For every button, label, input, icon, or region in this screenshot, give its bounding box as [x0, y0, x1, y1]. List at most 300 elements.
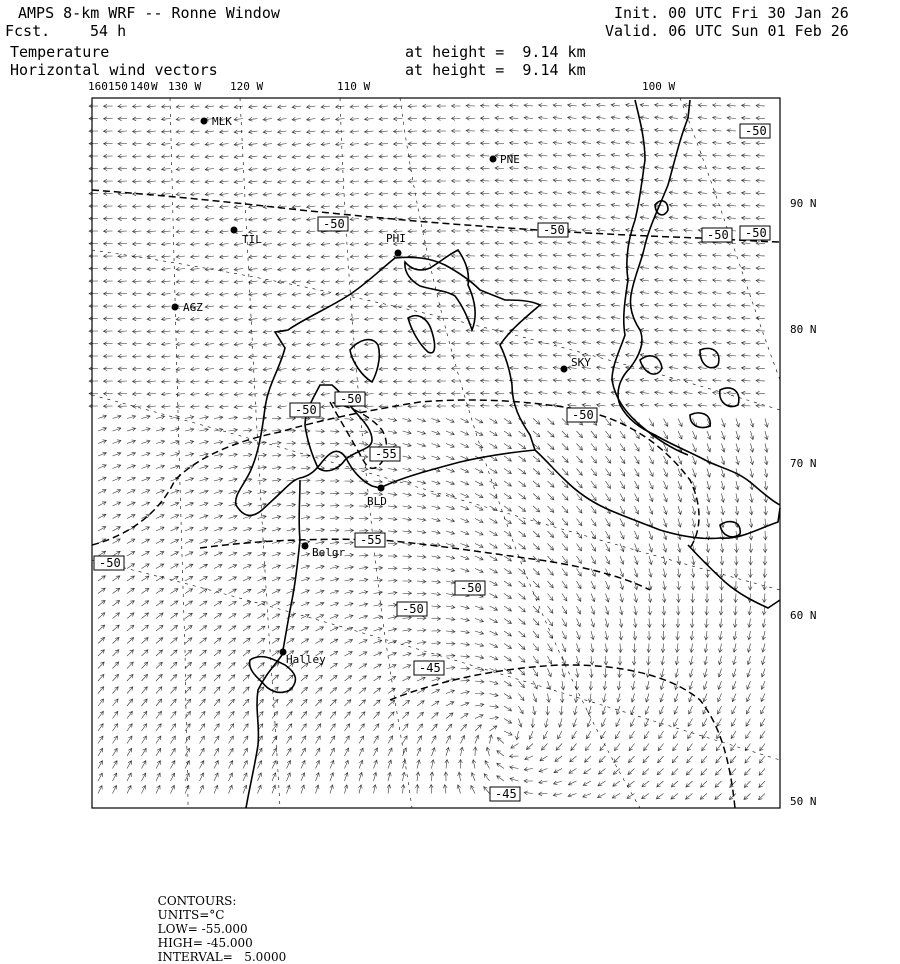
- wind-vector: [185, 638, 192, 644]
- wind-vector: [749, 519, 753, 528]
- wind-vector: [359, 442, 368, 446]
- wind-vector: [98, 613, 105, 619]
- wind-vector: [611, 266, 620, 270]
- wind-vector: [524, 241, 533, 245]
- wind-vector: [649, 419, 654, 427]
- wind-vector: [321, 392, 330, 396]
- wind-vector: [142, 748, 147, 756]
- wind-vector: [162, 292, 171, 296]
- wind-vector: [742, 104, 751, 108]
- wind-vector: [750, 456, 754, 465]
- wind-vector: [750, 431, 754, 440]
- wind-vector: [185, 539, 193, 543]
- wind-vector: [504, 731, 512, 735]
- wind-vector: [330, 578, 339, 582]
- wind-vector: [432, 531, 441, 535]
- wind-vector: [321, 205, 330, 209]
- wind-vector: [490, 519, 498, 524]
- wind-vector: [553, 378, 562, 382]
- wind-vector: [635, 431, 640, 439]
- wind-vector: [379, 342, 388, 346]
- wind-vector: [432, 617, 441, 621]
- wind-vector: [220, 317, 229, 321]
- wind-vector: [214, 503, 223, 507]
- wind-vector: [316, 687, 323, 693]
- wind-vector: [133, 329, 142, 333]
- wind-vector: [336, 142, 345, 146]
- wind-vector: [457, 785, 461, 794]
- wind-vector: [669, 128, 678, 132]
- wind-vector: [423, 104, 432, 108]
- wind-vector: [611, 403, 620, 407]
- wind-vector: [350, 205, 359, 209]
- wind-vector: [272, 416, 281, 420]
- wind-vector: [147, 392, 156, 396]
- wind-vector: [727, 291, 736, 295]
- wind-vector: [263, 180, 272, 184]
- wind-vector: [243, 453, 252, 457]
- wind-vector: [423, 367, 432, 371]
- wind-vector: [243, 748, 248, 756]
- wind-vector: [660, 681, 664, 690]
- wind-vector: [497, 738, 504, 744]
- wind-vector: [365, 167, 374, 171]
- wind-vector: [243, 503, 252, 507]
- wind-vector: [359, 578, 368, 582]
- wind-vector: [292, 155, 301, 159]
- wind-vector: [278, 392, 287, 396]
- wind-vector: [690, 656, 694, 665]
- wind-vector: [374, 628, 383, 632]
- wind-vector: [713, 179, 722, 183]
- lon-label: 120 W: [230, 80, 264, 93]
- wind-vector: [243, 589, 251, 593]
- wind-vector: [162, 117, 171, 121]
- wind-vector: [287, 785, 291, 793]
- wind-vector: [162, 267, 171, 271]
- wind-vector: [519, 631, 526, 637]
- wind-vector: [611, 291, 620, 295]
- wind-vector: [272, 454, 281, 458]
- wind-vector: [394, 392, 403, 396]
- wind-vector: [446, 593, 455, 597]
- wind-vector: [576, 656, 580, 665]
- wind-vector: [430, 772, 434, 781]
- wind-vector: [693, 469, 697, 478]
- wind-vector: [649, 506, 653, 514]
- wind-vector: [539, 391, 548, 395]
- wind-vector: [98, 477, 106, 481]
- wind-vector: [432, 555, 441, 559]
- svg-text:PNE: PNE: [500, 153, 520, 166]
- wind-vector: [497, 751, 504, 756]
- wind-vector: [658, 756, 664, 763]
- wind-vector: [191, 317, 200, 321]
- wind-vector: [113, 539, 121, 544]
- wind-vector: [590, 656, 594, 665]
- wind-vector: [176, 267, 185, 271]
- wind-vector: [171, 687, 177, 694]
- wind-vector: [162, 205, 171, 209]
- wind-vector: [490, 456, 498, 461]
- wind-vector: [301, 699, 307, 706]
- wind-vector: [417, 736, 422, 744]
- wind-vector: [330, 615, 338, 619]
- wind-vector: [539, 166, 548, 170]
- wind-vector: [365, 155, 374, 159]
- wind-vector: [606, 556, 610, 564]
- wind-vector: [706, 506, 710, 515]
- wind-vector: [713, 204, 722, 208]
- wind-vector: [98, 502, 106, 506]
- wind-vector: [272, 724, 277, 731]
- wind-vector: [606, 469, 611, 476]
- height-temperature: at height = 9.14 km: [405, 43, 586, 61]
- wind-vector: [316, 700, 322, 707]
- wind-vector: [461, 506, 469, 510]
- wind-vector: [452, 367, 461, 371]
- wind-vector: [330, 602, 339, 606]
- wind-vector: [191, 217, 200, 221]
- wind-vector: [485, 761, 489, 769]
- wind-vector: [582, 278, 591, 282]
- wind-vector: [742, 216, 751, 220]
- wind-vector: [388, 700, 395, 706]
- wind-vector: [104, 129, 113, 133]
- wind-vector: [171, 527, 179, 531]
- wind-vector: [307, 342, 316, 346]
- wind-vector: [495, 104, 504, 108]
- wind-vector: [417, 653, 426, 657]
- wind-vector: [205, 342, 214, 346]
- wind-vector: [104, 117, 113, 121]
- wind-vector: [307, 105, 316, 109]
- wind-vector: [742, 266, 751, 270]
- wind-vector: [756, 204, 765, 208]
- wind-vector: [466, 354, 475, 358]
- wind-vector: [452, 304, 461, 308]
- wind-vector: [659, 731, 664, 739]
- wind-vector: [759, 794, 766, 800]
- wind-vector: [171, 613, 178, 618]
- wind-vector: [452, 142, 461, 146]
- wind-vector: [735, 481, 739, 490]
- wind-vector: [495, 166, 504, 170]
- wind-vector: [446, 543, 455, 547]
- wind-vector: [548, 481, 555, 487]
- wind-vector: [620, 544, 624, 552]
- wind-vector: [374, 664, 382, 668]
- wind-vector: [374, 736, 379, 744]
- wind-vector: [545, 719, 549, 728]
- wind-vector: [702, 744, 707, 751]
- wind-vector: [719, 606, 723, 615]
- wind-vector: [359, 615, 368, 619]
- wind-vector: [205, 305, 214, 309]
- wind-vector: [89, 204, 98, 208]
- wind-vector: [585, 756, 592, 762]
- wind-vector: [118, 342, 127, 346]
- wind-vector: [292, 217, 301, 221]
- wind-vector: [524, 379, 533, 383]
- wind-vector: [562, 619, 566, 627]
- wind-vector: [417, 677, 425, 681]
- wind-vector: [417, 530, 426, 534]
- wind-vector: [691, 606, 695, 615]
- wind-vector: [466, 204, 475, 208]
- wind-vector: [452, 342, 461, 346]
- wind-vector: [200, 638, 207, 644]
- wind-vector: [133, 129, 142, 133]
- wind-vector: [258, 453, 267, 457]
- wind-vector: [243, 428, 252, 432]
- wind-vector: [678, 419, 682, 427]
- wind-vector: [591, 544, 596, 552]
- wind-vector: [684, 378, 693, 382]
- wind-vector: [663, 544, 667, 553]
- wind-vector: [263, 230, 272, 234]
- wind-vector: [402, 760, 406, 769]
- wind-vector: [176, 117, 185, 121]
- wind-vector: [731, 731, 736, 739]
- wind-vector: [466, 254, 475, 258]
- wind-vector: [249, 192, 258, 196]
- wind-vector: [365, 192, 374, 196]
- wind-vector: [484, 787, 490, 794]
- wind-vector: [176, 330, 185, 334]
- wind-vector: [756, 354, 765, 358]
- wind-vector: [292, 130, 301, 134]
- wind-vector: [747, 644, 751, 653]
- wind-vector: [490, 644, 498, 648]
- wind-vector: [707, 444, 711, 452]
- wind-vector: [205, 317, 214, 321]
- wind-vector: [524, 179, 533, 183]
- wind-vector: [156, 527, 164, 531]
- wind-vector: [403, 455, 412, 459]
- contour-label: [567, 408, 597, 422]
- wind-vector: [200, 699, 206, 706]
- wind-vector: [113, 687, 119, 694]
- wind-vector: [727, 329, 736, 333]
- wind-vector: [417, 689, 425, 694]
- inlet-north: [405, 250, 475, 330]
- wind-vector: [316, 454, 325, 458]
- wind-vector: [618, 656, 622, 665]
- wind-vector: [504, 619, 512, 624]
- wind-vector: [562, 506, 568, 513]
- wind-vector: [742, 254, 751, 258]
- wind-vector: [336, 292, 345, 296]
- wind-vector: [388, 712, 394, 719]
- wind-vector: [490, 681, 499, 685]
- wind-vector: [732, 706, 736, 714]
- wind-vector: [553, 153, 562, 157]
- wind-vector: [466, 366, 475, 370]
- wind-vector: [258, 663, 265, 669]
- wind-vector: [417, 724, 423, 731]
- wind-vector: [374, 615, 383, 619]
- wind-vector: [742, 366, 751, 370]
- wind-vector: [519, 456, 526, 461]
- wind-vector: [490, 431, 498, 436]
- wind-vector: [484, 774, 489, 781]
- wind-vector: [156, 428, 165, 432]
- wind-vector: [243, 724, 248, 731]
- wind-vector: [661, 656, 665, 665]
- wind-vector: [272, 675, 279, 681]
- wind-vector: [659, 719, 663, 727]
- wind-vector: [301, 724, 306, 731]
- wind-vector: [756, 391, 765, 395]
- wind-vector: [162, 230, 171, 234]
- wind-vector: [379, 180, 388, 184]
- wind-vector: [721, 444, 725, 453]
- wind-vector: [742, 341, 751, 345]
- wind-vector: [214, 552, 222, 556]
- wind-vector: [481, 354, 490, 358]
- wind-vector: [664, 481, 668, 489]
- wind-vector: [518, 719, 522, 728]
- wind-vector: [539, 191, 548, 195]
- wind-vector: [649, 481, 653, 489]
- wind-vector: [452, 279, 461, 283]
- wind-vector: [176, 255, 185, 259]
- wind-vector: [437, 404, 446, 408]
- wind-vector: [156, 415, 165, 419]
- wind-vector: [562, 569, 567, 576]
- wind-vector: [432, 419, 440, 423]
- wind-vector: [191, 142, 200, 146]
- wind-vector: [229, 724, 234, 731]
- wind-vector: [89, 279, 98, 283]
- wind-vector: [113, 514, 121, 518]
- wind-vector: [365, 317, 374, 321]
- wind-vector: [307, 380, 316, 384]
- wind-vector: [562, 656, 566, 665]
- wind-vector: [461, 691, 470, 695]
- wind-vector: [263, 117, 272, 121]
- wind-vector: [292, 330, 301, 334]
- wind-vector: [127, 490, 135, 494]
- wind-vector: [321, 367, 330, 371]
- wind-vector: [461, 456, 469, 460]
- wind-vector: [330, 516, 339, 520]
- wind-vector: [278, 280, 287, 284]
- wind-vector: [720, 569, 724, 578]
- wind-vector: [104, 192, 113, 196]
- wind-vector: [98, 736, 103, 744]
- wind-vector: [417, 493, 426, 497]
- wind-vector: [676, 606, 680, 615]
- wind-vector: [684, 303, 693, 307]
- wind-vector: [394, 142, 403, 146]
- wind-vector: [316, 675, 323, 681]
- wind-vector: [461, 469, 469, 473]
- wind-vector: [691, 581, 695, 590]
- wind-vector: [432, 431, 440, 435]
- wind-vector: [365, 242, 374, 246]
- wind-vector: [162, 167, 171, 171]
- wind-vector: [706, 519, 710, 528]
- wind-vector: [394, 379, 403, 383]
- wind-vector: [749, 569, 753, 578]
- wind-vector: [278, 130, 287, 134]
- wind-vector: [113, 650, 119, 656]
- wind-vector: [133, 367, 142, 371]
- wind-vector: [533, 419, 540, 425]
- wind-vector: [633, 644, 637, 653]
- wind-vector: [98, 440, 106, 444]
- wind-vector: [490, 531, 498, 536]
- wind-vector: [554, 769, 562, 773]
- wind-vector: [142, 415, 151, 419]
- wind-vector: [229, 663, 236, 669]
- wind-vector: [200, 552, 208, 556]
- wind-vector: [747, 681, 751, 689]
- wind-vector: [673, 744, 678, 751]
- wind-vector: [350, 117, 359, 121]
- wind-vector: [89, 304, 98, 308]
- wind-vector: [559, 719, 563, 728]
- wind-vector: [214, 650, 221, 656]
- wind-vector: [640, 228, 649, 232]
- wind-vector: [504, 456, 511, 461]
- wind-vector: [171, 576, 179, 581]
- wind-vector: [763, 544, 767, 553]
- wind-vector: [417, 418, 426, 422]
- wind-vector: [118, 117, 127, 121]
- wind-vector: [171, 465, 180, 469]
- wind-vector: [191, 255, 200, 259]
- height-wind: at height = 9.14 km: [405, 61, 586, 79]
- wind-vector: [655, 228, 664, 232]
- wind-vector: [176, 292, 185, 296]
- wind-vector: [133, 142, 142, 146]
- wind-vector: [452, 204, 461, 208]
- lon-label: 150: [108, 80, 128, 93]
- wind-vector: [733, 619, 737, 628]
- wind-vector: [582, 141, 591, 145]
- wind-vector: [577, 569, 582, 577]
- wind-vector: [707, 481, 711, 490]
- wind-vector: [626, 191, 635, 195]
- wind-vector: [727, 391, 736, 395]
- wind-vector: [495, 391, 504, 395]
- wind-vector: [466, 241, 475, 245]
- wind-vector: [142, 662, 148, 668]
- wind-vector: [727, 341, 736, 345]
- wind-vector: [278, 117, 287, 121]
- wind-vector: [234, 205, 243, 209]
- wind-vector: [727, 354, 736, 358]
- wind-vector: [626, 203, 635, 207]
- wind-vector: [582, 128, 591, 132]
- wind-vector: [475, 692, 484, 696]
- wind-vector: [553, 178, 562, 182]
- wind-vector: [606, 569, 610, 577]
- wind-vector: [287, 503, 296, 507]
- wind-vector: [330, 590, 339, 594]
- wind-vector: [147, 155, 156, 159]
- wind-vector: [553, 793, 562, 797]
- contour-minus50-south: [92, 400, 699, 548]
- wind-vector: [403, 712, 409, 718]
- wind-vector: [263, 267, 272, 271]
- wind-vector: [142, 552, 150, 557]
- wind-vector: [350, 180, 359, 184]
- wind-vector: [539, 354, 548, 358]
